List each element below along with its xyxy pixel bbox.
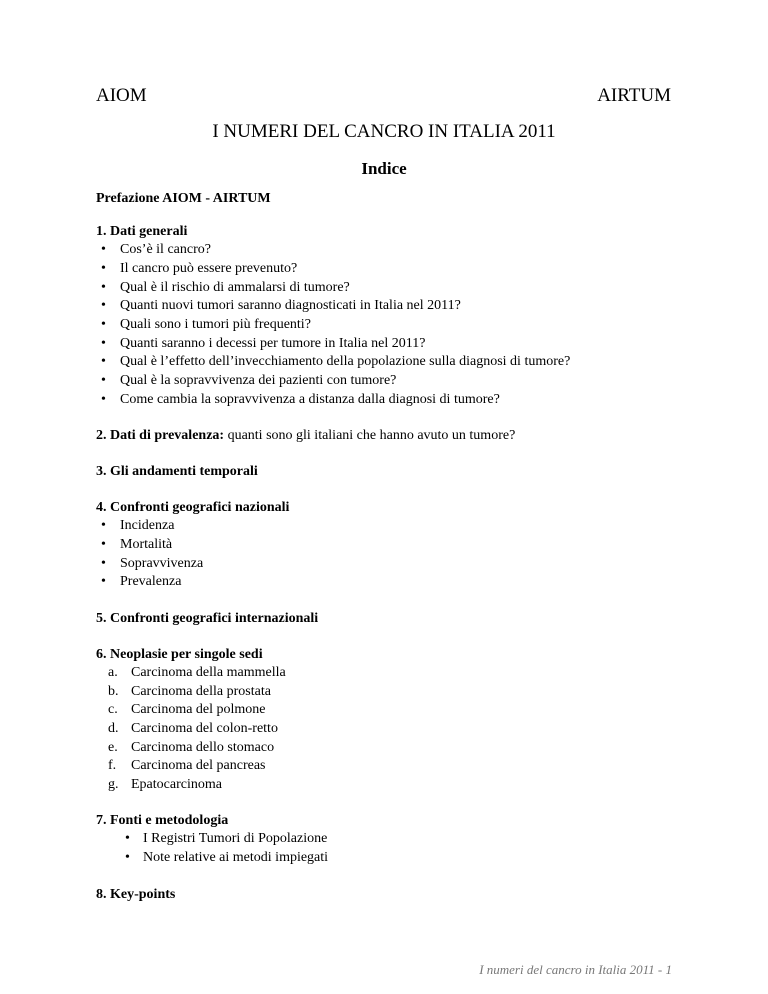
list-item-letter: b. xyxy=(108,684,119,699)
list-item: Quanti saranno i decessi per tumore in Italia nel 2011? xyxy=(120,336,426,351)
list-item: Sopravvivenza xyxy=(120,556,204,571)
list-item: Come cambia la sopravvivenza a distanza dalla diagnosi di tumore? xyxy=(120,392,500,407)
list-item: Incidenza xyxy=(120,518,175,533)
preface-heading: Prefazione AIOM - AIRTUM xyxy=(96,191,271,206)
bullet-icon: • xyxy=(101,336,106,351)
bullet-icon: • xyxy=(125,850,130,865)
bullet-icon: • xyxy=(101,354,106,369)
section-8-title: 8. Key-points xyxy=(96,887,176,902)
document-title: I NUMERI DEL CANCRO IN ITALIA 2011 xyxy=(212,121,556,142)
org-left: AIOM xyxy=(96,85,147,106)
list-item: Il cancro può essere prevenuto? xyxy=(120,261,298,276)
bullet-icon: • xyxy=(101,518,106,533)
section-7-title: 7. Fonti e metodologia xyxy=(96,813,229,828)
bullet-icon: • xyxy=(101,261,106,276)
list-item: I Registri Tumori di Popolazione xyxy=(143,831,328,846)
list-item: Carcinoma del colon-retto xyxy=(131,721,278,736)
bullet-icon: • xyxy=(101,280,106,295)
bullet-icon: • xyxy=(101,392,106,407)
bullet-icon: • xyxy=(101,537,106,552)
list-item-letter: d. xyxy=(108,721,119,736)
section-2-subtitle: quanti sono gli italiani che hanno avuto un tumore? xyxy=(224,428,516,443)
bullet-icon: • xyxy=(101,242,106,257)
bullet-icon: • xyxy=(101,373,106,388)
section-6-title: 6. Neoplasie per singole sedi xyxy=(96,647,263,662)
bullet-icon: • xyxy=(125,831,130,846)
list-item: Cos’è il cancro? xyxy=(120,242,211,257)
list-item: Prevalenza xyxy=(120,574,182,589)
section-2-title: 2. Dati di prevalenza: xyxy=(96,428,225,443)
list-item: Note relative ai metodi impiegati xyxy=(143,850,329,865)
list-item: Quali sono i tumori più frequenti? xyxy=(120,317,311,332)
list-item: Carcinoma del polmone xyxy=(131,702,266,717)
list-item: Quanti nuovi tumori saranno diagnosticati in Italia nel 2011? xyxy=(120,298,461,313)
list-item-letter: e. xyxy=(108,740,118,755)
bullet-icon: • xyxy=(101,298,106,313)
bullet-icon: • xyxy=(101,574,106,589)
list-item: Qual è il rischio di ammalarsi di tumore? xyxy=(120,280,350,295)
list-item: Qual è l’effetto dell’invecchiamento della popolazione sulla diagnosi di tumore? xyxy=(120,354,571,369)
list-item: Mortalità xyxy=(120,537,173,552)
index-heading: Indice xyxy=(361,159,407,178)
list-item: Epatocarcinoma xyxy=(131,777,222,792)
list-item: Carcinoma dello stomaco xyxy=(131,740,275,755)
list-item: Carcinoma della prostata xyxy=(131,684,271,699)
list-item-letter: g. xyxy=(108,777,119,792)
list-item: Carcinoma del pancreas xyxy=(131,758,266,773)
list-item: Qual è la sopravvivenza dei pazienti con tumore? xyxy=(120,373,397,388)
list-item-letter: c. xyxy=(108,702,118,717)
page-footer: I numeri del cancro in Italia 2011 - 1 xyxy=(479,962,672,977)
section-1-title: 1. Dati generali xyxy=(96,224,188,239)
org-right: AIRTUM xyxy=(597,85,671,106)
section-5-title: 5. Confronti geografici internazionali xyxy=(96,611,319,626)
section-2-line xyxy=(96,428,515,444)
list-item-letter: a. xyxy=(108,665,118,680)
list-item: Carcinoma della mammella xyxy=(131,665,286,680)
list-item-letter: f. xyxy=(108,758,117,773)
section-3-title: 3. Gli andamenti temporali xyxy=(96,464,258,479)
bullet-icon: • xyxy=(101,317,106,332)
section-4-title: 4. Confronti geografici nazionali xyxy=(96,500,290,515)
bullet-icon: • xyxy=(101,556,106,571)
